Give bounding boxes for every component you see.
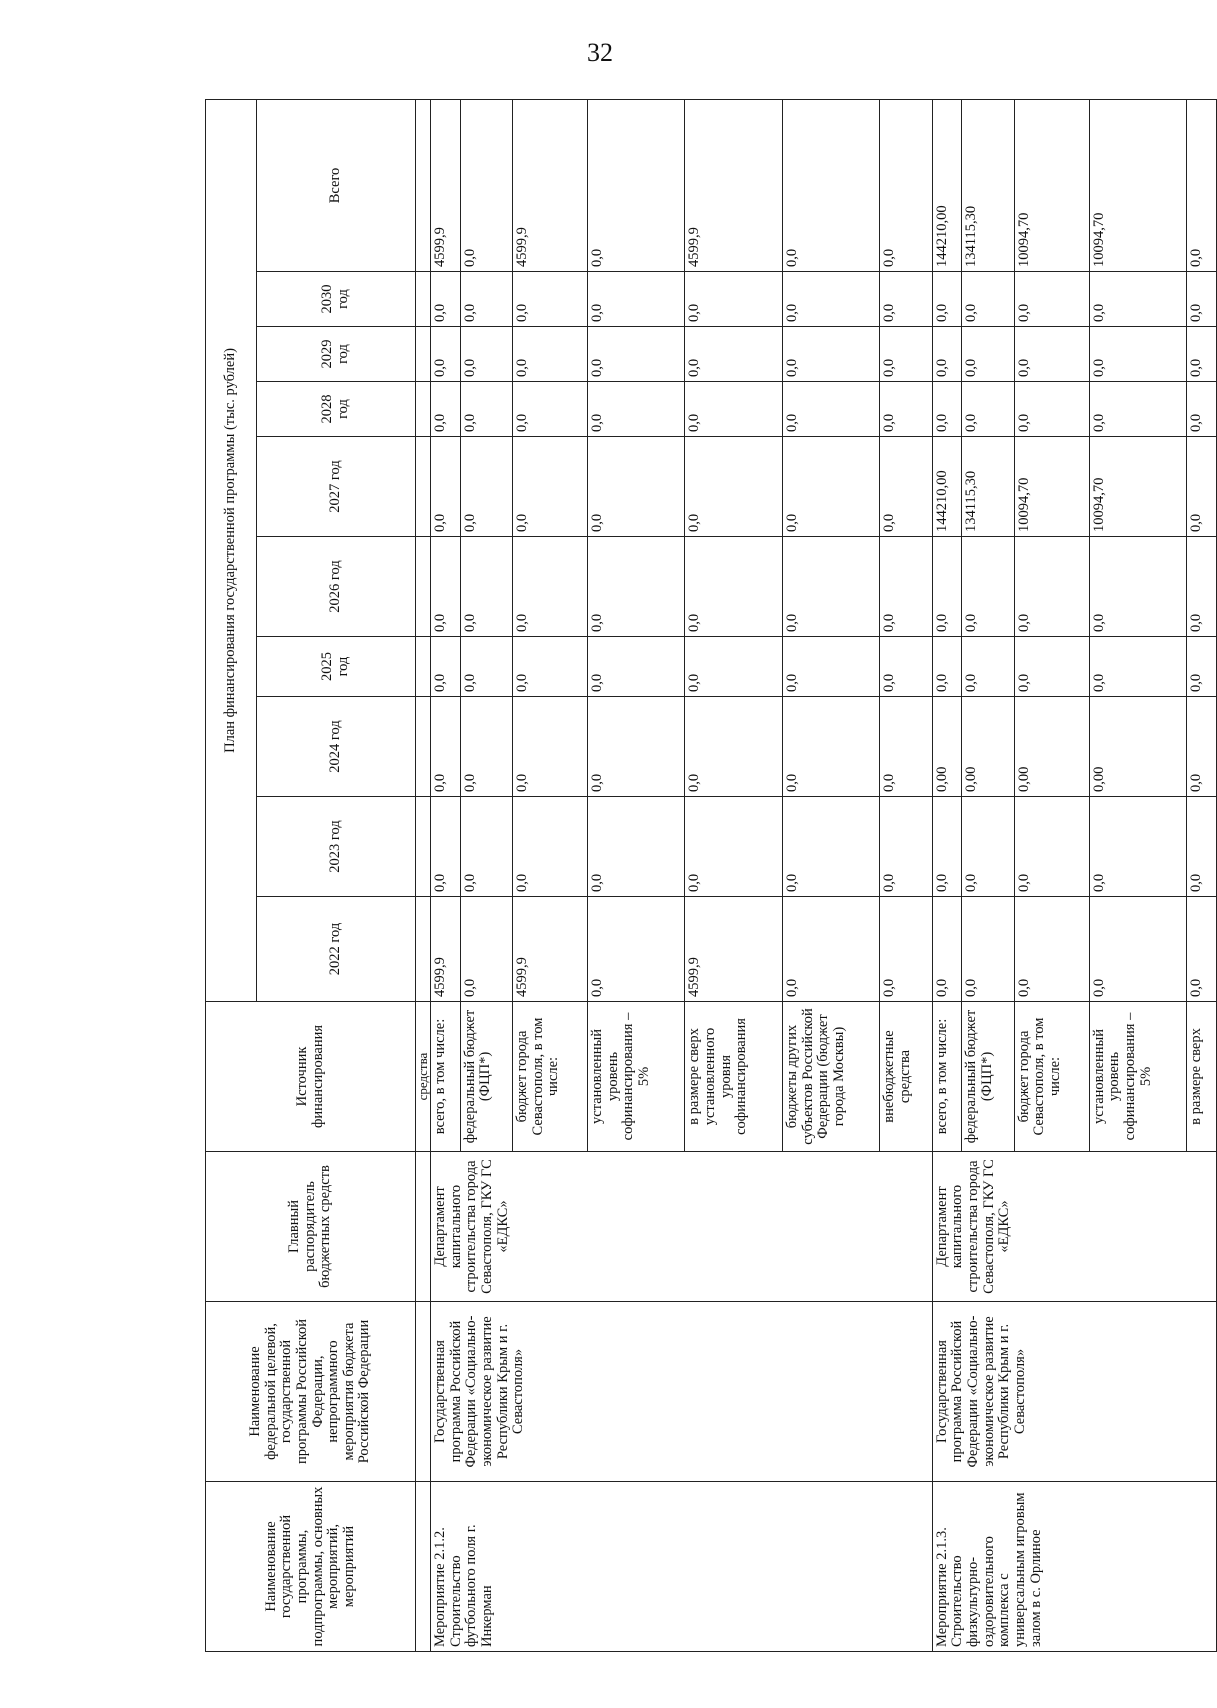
- amount-cell: 0,0: [932, 897, 962, 1002]
- amount-cell: 0,0: [1089, 637, 1186, 697]
- amount-cell: 0,0: [588, 797, 685, 897]
- amount-cell: 0,0: [685, 537, 782, 637]
- amount-cell: 0,0: [1014, 637, 1089, 697]
- amount-cell: 0,00: [962, 697, 1014, 797]
- amount-cell: 0,0: [880, 537, 932, 637]
- amount-cell: 0,0: [513, 697, 588, 797]
- header-year: 2030 год: [257, 272, 416, 327]
- amount-cell: 0,0: [431, 537, 461, 637]
- amount-cell: 0,0: [513, 437, 588, 537]
- amount-cell: 10094,70: [1014, 99, 1089, 271]
- amount-cell: 0,0: [782, 99, 879, 271]
- funding-source: установленный уровень софинансирования – 5%: [1089, 1002, 1186, 1152]
- header-year: 2028 год: [257, 382, 416, 437]
- amount-cell: 0,0: [880, 437, 932, 537]
- header-year: 2024 год: [257, 697, 416, 797]
- amount-cell: 0,0: [1187, 637, 1217, 697]
- amount-cell: 4599,9: [513, 897, 588, 1002]
- table-row: [431, 99, 461, 1651]
- federal-program-name: Государственная программа Российской Федерации «Социально-экономическое развитие Республики Крым и г. Севастополя»: [932, 1302, 1216, 1482]
- amount-cell: 0,0: [1014, 327, 1089, 382]
- amount-cell: 0,0: [460, 797, 512, 897]
- amount-cell: 0,0: [588, 897, 685, 1002]
- federal-program-name: Государственная программа Российской Федерации «Социально-экономическое развитие Республики Крым и г. Севастополя»: [431, 1302, 933, 1482]
- amount-cell: 0,0: [588, 382, 685, 437]
- amount-cell: 0,0: [431, 382, 461, 437]
- amount-cell: 0,0: [513, 382, 588, 437]
- amount-cell: 0,0: [1089, 382, 1186, 437]
- amount-cell: 0,00: [1089, 697, 1186, 797]
- amount-cell: 0,0: [1089, 797, 1186, 897]
- amount-cell: 0,0: [880, 327, 932, 382]
- header-year: 2025 год: [257, 637, 416, 697]
- amount-cell: 0,0: [1187, 797, 1217, 897]
- funding-source: внебюджетные средства: [880, 1002, 932, 1152]
- amount-cell: 0,0: [685, 382, 782, 437]
- amount-cell: 0,0: [782, 437, 879, 537]
- amount-cell: 0,0: [588, 537, 685, 637]
- header-year: 2029 год: [257, 327, 416, 382]
- amount-cell: 0,0: [782, 327, 879, 382]
- amount-cell: 0,0: [1187, 327, 1217, 382]
- amount-cell: 0,0: [431, 797, 461, 897]
- header-year: 2026 год: [257, 537, 416, 637]
- funding-source: бюджет города Севастополя, в том числе:: [513, 1002, 588, 1152]
- amount-cell: 0,0: [685, 437, 782, 537]
- header-source: Источник финансирования: [206, 1002, 416, 1152]
- amount-cell: 0,0: [932, 637, 962, 697]
- amount-cell: 0,0: [1187, 897, 1217, 1002]
- amount-cell: 0,0: [880, 637, 932, 697]
- amount-cell: 0,0: [962, 537, 1014, 637]
- continuation-row: [416, 99, 431, 1651]
- amount-cell: 0,0: [1014, 897, 1089, 1002]
- amount-cell: 0,0: [880, 382, 932, 437]
- amount-cell: 0,0: [460, 99, 512, 271]
- amount-cell: 0,0: [880, 99, 932, 271]
- amount-cell: 0,0: [782, 537, 879, 637]
- amount-cell: 0,0: [1014, 537, 1089, 637]
- amount-cell: 0,0: [932, 382, 962, 437]
- amount-cell: 0,00: [1014, 697, 1089, 797]
- amount-cell: 0,0: [782, 697, 879, 797]
- amount-cell: 144210,00: [932, 99, 962, 271]
- funding-source: установленный уровень софинансирования – 5%: [588, 1002, 685, 1152]
- amount-cell: 0,0: [685, 697, 782, 797]
- amount-cell: 0,0: [1014, 382, 1089, 437]
- amount-cell: 0,0: [513, 797, 588, 897]
- page-number: 32: [587, 38, 613, 67]
- amount-cell: 10094,70: [1089, 99, 1186, 271]
- amount-cell: 0,0: [880, 897, 932, 1002]
- amount-cell: 0,0: [588, 272, 685, 327]
- amount-cell: 0,0: [962, 897, 1014, 1002]
- amount-cell: 0,0: [685, 637, 782, 697]
- header-plan-title: План финансирования государственной программы (тыс. рублей): [206, 99, 257, 1001]
- amount-cell: 0,0: [460, 382, 512, 437]
- financing-plan-table: [205, 99, 1217, 1652]
- amount-cell: 0,0: [460, 437, 512, 537]
- amount-cell: 0,0: [513, 637, 588, 697]
- amount-cell: 0,0: [1014, 272, 1089, 327]
- amount-cell: 0,0: [460, 897, 512, 1002]
- amount-cell: 0,0: [932, 537, 962, 637]
- amount-cell: 4599,9: [513, 99, 588, 271]
- amount-cell: 0,0: [460, 697, 512, 797]
- amount-cell: 0,0: [962, 272, 1014, 327]
- amount-cell: 0,0: [782, 797, 879, 897]
- measure-name: Мероприятие 2.1.3. Строительство физкультурно-оздоровительного комплекса с универсальным игровым залом в с. Орлиное: [932, 1482, 1216, 1652]
- funding-source: в размере сверх установленного уровня софинансирования: [685, 1002, 782, 1152]
- amount-cell: 0,0: [880, 797, 932, 897]
- amount-cell: 0,0: [962, 637, 1014, 697]
- funding-source: федеральный бюджет (ФЦП*): [460, 1002, 512, 1152]
- amount-cell: 0,0: [1187, 437, 1217, 537]
- measure-name: Мероприятие 2.1.2. Строительство футбольного поля г. Инкерман: [431, 1482, 933, 1652]
- amount-cell: 0,0: [962, 382, 1014, 437]
- amount-cell: 0,0: [932, 327, 962, 382]
- funding-source: бюджет города Севастополя, в том числе:: [1014, 1002, 1089, 1152]
- distributor-name: Департамент капитального строительства города Севастополя, ГКУ ГС «ЕДКС»: [932, 1152, 1216, 1302]
- continuation-label: средства: [416, 1002, 431, 1152]
- amount-cell: 0,0: [460, 272, 512, 327]
- amount-cell: 0,0: [1089, 537, 1186, 637]
- header-year: Всего: [257, 99, 416, 271]
- amount-cell: 0,0: [513, 537, 588, 637]
- amount-cell: 144210,00: [932, 437, 962, 537]
- amount-cell: 0,0: [431, 697, 461, 797]
- header-distributor: Главный распорядитель бюджетных средств: [206, 1152, 416, 1302]
- amount-cell: 0,0: [1187, 99, 1217, 271]
- funding-source: в размере сверх: [1187, 1002, 1217, 1152]
- amount-cell: 4599,9: [685, 897, 782, 1002]
- amount-cell: 134115,30: [962, 437, 1014, 537]
- amount-cell: 0,0: [932, 797, 962, 897]
- amount-cell: 0,0: [588, 437, 685, 537]
- amount-cell: 0,0: [431, 327, 461, 382]
- amount-cell: 0,00: [932, 697, 962, 797]
- amount-cell: 0,0: [685, 272, 782, 327]
- amount-cell: 0,0: [685, 327, 782, 382]
- header-year: 2022 год: [257, 897, 416, 1002]
- amount-cell: 0,0: [1187, 697, 1217, 797]
- amount-cell: 0,0: [932, 272, 962, 327]
- amount-cell: 0,0: [588, 637, 685, 697]
- amount-cell: 0,0: [460, 327, 512, 382]
- amount-cell: 0,0: [782, 382, 879, 437]
- distributor-name: Департамент капитального строительства города Севастополя, ГКУ ГС «ЕДКС»: [431, 1152, 933, 1302]
- amount-cell: 0,0: [1089, 272, 1186, 327]
- header-year: 2027 год: [257, 437, 416, 537]
- amount-cell: 0,0: [460, 637, 512, 697]
- amount-cell: 0,0: [1089, 897, 1186, 1002]
- header-program: Наименование государственной программы, подпрограммы, основных мероприятий, мероприятий: [206, 1482, 416, 1652]
- amount-cell: 0,0: [880, 697, 932, 797]
- amount-cell: 0,0: [460, 537, 512, 637]
- amount-cell: 0,0: [962, 327, 1014, 382]
- amount-cell: 0,0: [513, 272, 588, 327]
- amount-cell: 0,0: [588, 99, 685, 271]
- funding-source: бюджеты других субъектов Российской Федерации (бюджет города Москвы): [782, 1002, 879, 1152]
- amount-cell: 0,0: [1014, 797, 1089, 897]
- amount-cell: 0,0: [588, 327, 685, 382]
- amount-cell: 0,0: [1187, 382, 1217, 437]
- amount-cell: 0,0: [1187, 537, 1217, 637]
- amount-cell: 0,0: [513, 327, 588, 382]
- rotated-table-wrapper: [205, 100, 1217, 1652]
- amount-cell: 0,0: [782, 272, 879, 327]
- amount-cell: 0,0: [1089, 327, 1186, 382]
- amount-cell: 0,0: [782, 637, 879, 697]
- table-row: [932, 99, 962, 1651]
- amount-cell: 0,0: [685, 797, 782, 897]
- amount-cell: 10094,70: [1089, 437, 1186, 537]
- amount-cell: 0,0: [962, 797, 1014, 897]
- amount-cell: 0,0: [431, 437, 461, 537]
- amount-cell: 4599,9: [431, 99, 461, 271]
- funding-source: федеральный бюджет (ФЦП*): [962, 1002, 1014, 1152]
- amount-cell: 0,0: [1187, 272, 1217, 327]
- amount-cell: 0,0: [431, 637, 461, 697]
- amount-cell: 0,0: [782, 897, 879, 1002]
- header-year: 2023 год: [257, 797, 416, 897]
- amount-cell: 0,0: [880, 272, 932, 327]
- header-federal-program: Наименование федеральной целевой, государственной программы Российской Федерации, непрограммного мероприятия бюджета Российской Федерации: [206, 1302, 416, 1482]
- amount-cell: 134115,30: [962, 99, 1014, 271]
- amount-cell: 0,0: [431, 272, 461, 327]
- amount-cell: 4599,9: [431, 897, 461, 1002]
- rotated-page-content: [205, 100, 1217, 1652]
- amount-cell: 0,0: [588, 697, 685, 797]
- funding-source: всего, в том числе:: [932, 1002, 962, 1152]
- funding-source: всего, в том числе:: [431, 1002, 461, 1152]
- amount-cell: 10094,70: [1014, 437, 1089, 537]
- amount-cell: 4599,9: [685, 99, 782, 271]
